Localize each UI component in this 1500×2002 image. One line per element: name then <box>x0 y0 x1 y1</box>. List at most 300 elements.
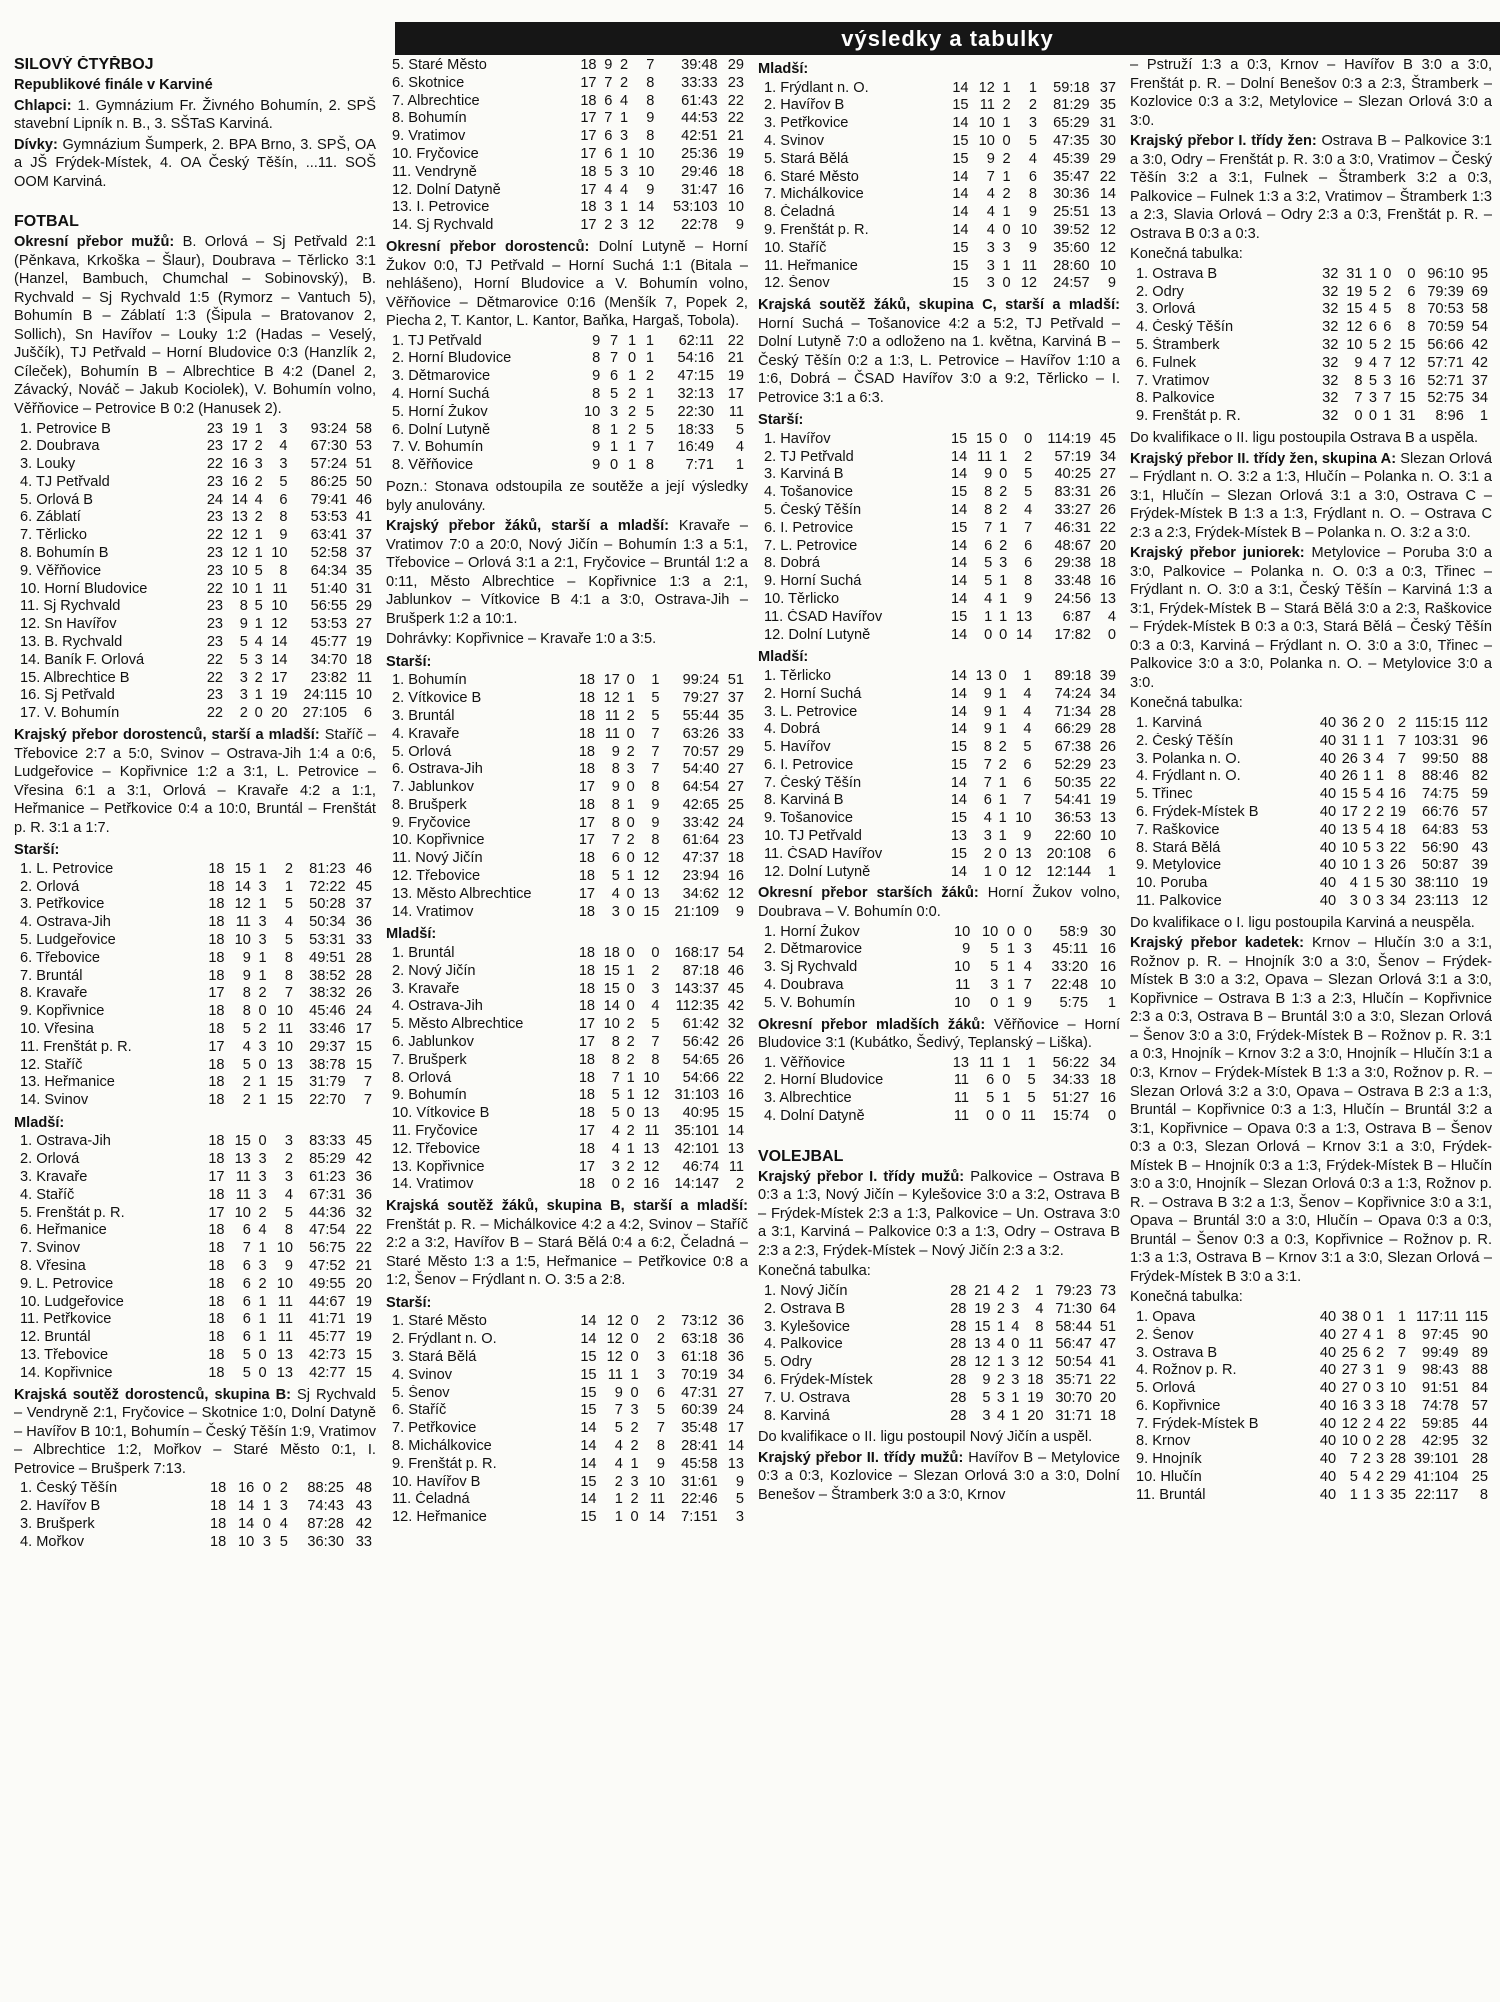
table-row <box>1130 715 1492 733</box>
stat-cell: 45 <box>1099 430 1116 447</box>
stat-cell: 17 <box>578 832 596 849</box>
stat-cell: 1 <box>254 420 263 437</box>
stat-cell: 1 <box>610 439 619 456</box>
stat-cell: 0 <box>1006 923 1016 940</box>
team-name: 2. Šenov <box>1136 1326 1194 1343</box>
stat-cell: 63:41 <box>310 527 348 544</box>
stat-cell: 2 <box>626 1016 635 1033</box>
stat-cell: 33:46 <box>309 1020 346 1037</box>
team-name: 1. Havířov <box>764 430 831 447</box>
stat-cell: 4 <box>1368 354 1377 371</box>
stat-cell: 14 <box>952 115 969 132</box>
stat-cell: 3 <box>619 217 629 234</box>
table-row <box>386 199 748 217</box>
table-row <box>386 217 748 235</box>
stat-cell: 60:39 <box>681 1402 718 1419</box>
table-row <box>14 634 376 652</box>
stat-cell: 27 <box>1341 1326 1358 1343</box>
team-name: 10. Havířov B <box>392 1473 481 1490</box>
stat-cell: 10 <box>234 1204 251 1221</box>
stat-cell: 17 <box>580 181 597 198</box>
stat-cell: 98:43 <box>1421 1362 1459 1379</box>
stat-cell: 18 <box>208 967 225 984</box>
team-name: 10. Vřesina <box>20 1020 94 1037</box>
stat-cell: 3 <box>279 420 288 437</box>
stat-cell: 18:33 <box>677 421 714 438</box>
stat-cell: 1 <box>619 110 629 127</box>
stat-cell: 9 <box>656 1455 665 1472</box>
team-name: 2. Havířov B <box>764 97 845 114</box>
team-name: 2. Doubrava <box>20 438 100 455</box>
competition-name: Krajská soutěž dorostenců, skupina B: <box>14 1386 291 1403</box>
stat-cell: 0 <box>984 626 993 643</box>
stat-cell: 58 <box>1471 301 1488 318</box>
table-row <box>386 726 748 744</box>
stat-cell: 22:46 <box>681 1491 718 1508</box>
table-row <box>386 1141 748 1159</box>
stat-cell: 63:26 <box>682 725 720 742</box>
stat-cell: 5 <box>1368 337 1377 354</box>
table-row <box>1130 751 1492 769</box>
stat-cell: 1 <box>996 1354 1005 1371</box>
stat-cell: 9 <box>986 150 995 167</box>
stat-cell: 14:147 <box>674 1176 720 1193</box>
stat-cell: 3 <box>1011 1371 1020 1388</box>
stat-cell: 4 <box>279 1515 288 1532</box>
stat-cell: 91:51 <box>1421 1380 1459 1397</box>
stat-cell: 1 <box>1028 79 1037 96</box>
stat-cell: 4 <box>735 439 744 456</box>
table-row <box>758 924 1120 942</box>
stat-cell: 7 <box>610 332 619 349</box>
stat-cell: 61:43 <box>681 92 718 109</box>
team-name: 13. Město Albrechtice <box>392 885 532 902</box>
stat-cell: 40 <box>1319 1308 1337 1325</box>
table-row <box>758 757 1120 775</box>
stat-cell: 17 <box>580 145 597 162</box>
stat-cell: 1 <box>627 457 637 474</box>
stat-cell: 15 <box>951 608 968 625</box>
stat-cell: 12 <box>1015 863 1032 880</box>
stat-cell: 0 <box>626 725 635 742</box>
stat-cell: 8 <box>983 739 992 756</box>
stat-cell: 12 <box>1346 319 1363 336</box>
stat-cell: 4 <box>619 92 629 109</box>
stat-cell: 5 <box>284 1204 293 1221</box>
team-name: 14. Kopřivnice <box>20 1364 113 1381</box>
stat-cell: 18 <box>208 1020 225 1037</box>
table-row <box>758 80 1120 98</box>
stat-cell: 26 <box>355 985 372 1002</box>
standings-table <box>14 1133 376 1382</box>
stat-cell: 8 <box>646 74 655 91</box>
stat-cell: 5 <box>651 1016 660 1033</box>
stat-cell: 23 <box>206 634 224 651</box>
stat-cell: 23 <box>1099 756 1116 773</box>
stat-cell: 74:24 <box>1054 685 1092 702</box>
team-name: 6. Heřmanice <box>20 1222 107 1239</box>
stat-cell: 86:25 <box>310 473 348 490</box>
stat-cell: 50:34 <box>309 914 346 931</box>
team-name: 6. Ostrava-Jih <box>392 761 483 778</box>
stat-cell: 2 <box>645 368 654 385</box>
stat-cell: 41 <box>1099 1354 1116 1371</box>
stat-cell: 32 <box>1322 354 1339 371</box>
paragraph-text: Sj Rychvald – Vendryně 2:1, Fryčovice – Skotnice 1:0, Dolní Datyně – Havířov B 10:1, Bohumín – Český Těšín 1:9, Vratimov – Albrechtice 1:2, Mořkov – Staré Město 0:1, I. Petrovice – Brušperk 7:13. <box>14 1386 376 1477</box>
stat-cell: 7 <box>242 1240 251 1257</box>
stat-cell: 12 <box>1099 239 1116 256</box>
stat-cell: 115:15 <box>1414 714 1459 731</box>
stat-cell: 28 <box>355 967 372 984</box>
stat-cell: 54 <box>727 945 744 961</box>
stat-cell: 43 <box>1471 839 1488 856</box>
team-name: 7. Petřkovice <box>392 1420 477 1437</box>
table-row <box>758 169 1120 187</box>
stat-cell: 30:70 <box>1055 1389 1092 1406</box>
table-row <box>14 1276 376 1294</box>
standings-table <box>386 333 748 475</box>
stat-cell: 3 <box>1383 372 1392 389</box>
stat-cell: 18 <box>208 1240 225 1257</box>
stat-cell: 9 <box>592 332 601 349</box>
stat-cell: 2 <box>254 509 263 526</box>
standings-table <box>758 668 1120 882</box>
team-name: 6. Jablunkov <box>392 1033 474 1050</box>
stat-cell: 112 <box>1464 714 1488 731</box>
stat-cell: 32 <box>1471 1433 1488 1450</box>
stat-cell: 19 <box>1099 792 1116 809</box>
table-row <box>1130 1309 1492 1327</box>
stat-cell: 17 <box>208 1038 225 1055</box>
stat-cell: 4 <box>1107 608 1116 625</box>
stat-cell: 22 <box>727 110 744 127</box>
stat-cell: 18 <box>208 949 225 966</box>
stat-cell: 7 <box>604 74 613 91</box>
table-row <box>758 941 1120 959</box>
stat-cell: 17 <box>578 1122 596 1139</box>
stat-cell: 9 <box>1023 994 1032 1011</box>
stat-cell: 8 <box>239 598 248 615</box>
stat-cell: 32 <box>727 1016 744 1033</box>
competition-name: Okresní přebor mužů: <box>14 234 175 251</box>
stat-cell: 1 <box>998 703 1007 720</box>
stat-cell: 4 <box>1011 1318 1020 1335</box>
subsection-label: Mladší: <box>14 1114 65 1131</box>
table-row <box>14 1222 376 1240</box>
stat-cell: 1 <box>258 860 267 877</box>
stat-cell: 46:31 <box>1054 519 1091 536</box>
stat-cell: 10 <box>231 562 248 579</box>
stat-cell: 2 <box>630 1420 639 1437</box>
stat-cell: 24 <box>355 1003 372 1020</box>
table-row <box>758 240 1120 258</box>
stat-cell: 0 <box>626 945 635 961</box>
table-row <box>758 959 1120 977</box>
team-name: 3. Kylešovice <box>764 1318 850 1335</box>
table-row <box>386 439 748 457</box>
stat-cell: 29:38 <box>1054 555 1091 572</box>
stat-cell: 40 <box>1319 1362 1337 1379</box>
stat-cell: 11 <box>1020 1107 1036 1124</box>
team-name: 3. Petřkovice <box>20 896 105 913</box>
paragraph-text: Do kvalifikace o II. ligu postoupil Nový Jičín a uspěl. <box>758 1429 1093 1446</box>
table-row <box>1130 1327 1492 1345</box>
stat-cell: 11 <box>953 1090 969 1107</box>
results-paragraph <box>14 1386 376 1479</box>
table-row <box>14 1534 376 1552</box>
team-name: 3. Kravaře <box>20 1169 88 1186</box>
stat-cell: 4 <box>986 221 995 238</box>
stat-cell: 17 <box>578 1033 596 1050</box>
stat-cell: 3 <box>258 878 267 895</box>
stat-cell: 83:31 <box>1054 484 1091 501</box>
stat-cell: 93:24 <box>310 420 348 437</box>
stat-cell: 28 <box>950 1371 967 1388</box>
stat-cell: 3 <box>239 687 248 704</box>
stat-cell: 18 <box>578 998 596 1015</box>
stat-cell: 31:71 <box>1055 1407 1092 1424</box>
team-name: 13. Kopřivnice <box>392 1158 485 1175</box>
paragraph-text: Konečná tabulka: <box>1130 695 1243 712</box>
team-name: 1. Bohumín <box>392 672 467 689</box>
stat-cell: 52:58 <box>310 545 348 562</box>
table-row <box>386 1105 748 1123</box>
stat-cell: 14 <box>950 685 968 702</box>
table-row <box>758 721 1120 739</box>
stat-cell: 11 <box>235 1186 251 1203</box>
team-name: 7. Frýdek-Místek B <box>1136 1415 1259 1432</box>
stat-cell: 3 <box>239 669 248 686</box>
stat-cell: 1 <box>984 608 993 625</box>
stat-cell: 0 <box>1407 265 1416 282</box>
stat-cell: 1 <box>998 721 1007 738</box>
section-heading: VOLEJBAL <box>758 1147 844 1165</box>
stat-cell: 0 <box>626 779 635 796</box>
stat-cell: 168:17 <box>674 945 720 961</box>
stat-cell: 1 <box>254 527 263 544</box>
team-name: 12. Třebovice <box>392 1140 481 1157</box>
stat-cell: 3 <box>258 931 267 948</box>
results-paragraph <box>1130 694 1492 713</box>
stat-cell: 2 <box>254 473 263 490</box>
stat-cell: 25:51 <box>1053 204 1090 221</box>
team-name: 2. Český Těšín <box>1136 732 1234 749</box>
stat-cell: 18 <box>208 1186 225 1203</box>
stat-cell: 21 <box>355 1258 372 1275</box>
stat-cell: 40 <box>1319 839 1337 856</box>
table-row <box>386 981 748 999</box>
stat-cell: 12 <box>603 690 620 707</box>
table-row <box>386 904 748 922</box>
stat-cell: 2 <box>258 1275 267 1292</box>
stat-cell: 6 <box>1023 774 1032 791</box>
stat-cell: 15 <box>952 150 969 167</box>
stat-cell: 57 <box>1471 803 1488 820</box>
stat-cell: 0 <box>1002 1107 1011 1124</box>
stat-cell: 4 <box>1023 721 1032 738</box>
stat-cell: 36 <box>355 1169 372 1186</box>
stat-cell: 1 <box>1375 768 1385 785</box>
stat-cell: 8 <box>1407 319 1416 336</box>
table-row <box>758 449 1120 467</box>
stat-cell: 14 <box>580 1313 597 1330</box>
stat-cell: 5 <box>1368 283 1377 300</box>
stat-cell: 11 <box>979 97 995 114</box>
stat-cell: 35:101 <box>674 1122 720 1139</box>
table-row <box>1130 390 1492 408</box>
stat-cell: 7 <box>645 439 654 456</box>
stat-cell: 14 <box>951 590 968 607</box>
stat-cell: 11 <box>604 707 620 724</box>
stat-cell: 0 <box>1362 1433 1372 1450</box>
stat-cell: 22 <box>1389 1415 1406 1432</box>
stat-cell: 13 <box>231 509 248 526</box>
stat-cell: 7 <box>611 832 620 849</box>
stat-cell: 23:94 <box>682 868 720 885</box>
stat-cell: 12 <box>643 1087 660 1104</box>
stat-cell: 0 <box>1024 430 1033 447</box>
stat-cell: 12 <box>643 1158 660 1175</box>
table-row <box>386 1331 748 1349</box>
stat-cell: 11 <box>235 1169 251 1186</box>
stat-cell: 6 <box>242 1275 251 1292</box>
stat-cell: 56:66 <box>1427 337 1464 354</box>
stat-cell: 9 <box>651 796 660 813</box>
table-row <box>14 950 376 968</box>
table-row <box>758 1090 1120 1108</box>
table-row <box>758 520 1120 538</box>
stat-cell: 13 <box>974 1336 991 1353</box>
stat-cell: 15 <box>580 1348 597 1365</box>
stat-cell: 17:82 <box>1054 626 1091 643</box>
stat-cell: 9 <box>592 368 601 385</box>
stat-cell: 15 <box>276 1092 293 1109</box>
table-row <box>14 563 376 581</box>
stat-cell: 1 <box>258 1329 267 1346</box>
stat-cell: 20 <box>355 1275 372 1292</box>
stat-cell: 26 <box>1099 502 1116 518</box>
stat-cell: 3 <box>999 555 1008 572</box>
stat-cell: 8 <box>1028 186 1037 203</box>
stat-cell: 1 <box>999 608 1008 625</box>
stat-cell: 1 <box>998 810 1007 827</box>
stat-cell: 3 <box>1349 892 1358 909</box>
stat-cell: 1 <box>627 439 637 456</box>
paragraph-text: Havířov B – Metylovice 0:3 a 0:3, Kozlovice – Slezan Orlová 3:0 a 3:0, Dolní Benešov – Štramberk 3:0 a 3:0, Krnov <box>758 1449 1120 1503</box>
team-name: 3. Dětmarovice <box>392 368 491 385</box>
table-row <box>14 1258 376 1276</box>
stat-cell: 14 <box>271 634 288 651</box>
stat-cell: 3 <box>258 1186 267 1203</box>
stat-cell: 22 <box>206 705 224 722</box>
stat-cell: 0 <box>258 1364 267 1381</box>
stat-cell: 10 <box>1099 828 1116 845</box>
table-row <box>1130 768 1492 786</box>
standings-table <box>758 431 1120 645</box>
stat-cell: 3 <box>1375 1486 1385 1503</box>
stat-cell: 3 <box>611 1158 620 1175</box>
stat-cell: 7 <box>1397 732 1406 749</box>
stat-cell: 2 <box>999 484 1008 501</box>
team-name: 2. Ostrava B <box>764 1300 846 1317</box>
results-paragraph <box>758 1449 1120 1505</box>
results-paragraph <box>386 1197 748 1290</box>
stat-cell: 3 <box>651 980 660 997</box>
stat-cell: 22 <box>355 1240 372 1257</box>
stat-cell: 18 <box>578 1176 596 1193</box>
stat-cell: 6 <box>363 705 372 722</box>
stat-cell: 37 <box>355 545 372 562</box>
team-name: 3. Stará Bělá <box>392 1348 477 1365</box>
stat-cell: 22 <box>355 1222 372 1239</box>
stat-cell: 73 <box>1099 1282 1116 1299</box>
stat-cell: 28 <box>1099 703 1116 720</box>
stat-cell: 1 <box>999 590 1008 607</box>
stat-cell: 15 <box>950 845 968 862</box>
stat-cell: 40 <box>1319 857 1337 874</box>
team-name: 5. Horní Žukov <box>392 403 488 420</box>
stat-cell: 13 <box>234 1151 251 1168</box>
stat-cell: 87:18 <box>682 962 720 979</box>
stat-cell: 1 <box>284 878 293 895</box>
stat-cell: 5 <box>735 1491 744 1508</box>
stat-cell: 1 <box>262 1498 272 1515</box>
table-row <box>14 1151 376 1169</box>
stat-cell: 42 <box>727 998 744 1015</box>
stat-cell: 45:77 <box>310 634 348 651</box>
stat-cell: 18 <box>208 931 225 948</box>
stat-cell: 9 <box>982 1371 991 1388</box>
stat-cell: 1 <box>1035 1282 1044 1299</box>
table-row <box>1130 822 1492 840</box>
stat-cell: 18 <box>208 1347 225 1364</box>
results-paragraph <box>386 238 748 331</box>
table-row <box>758 995 1120 1013</box>
team-name: 6. Dolní Lutyně <box>392 421 491 438</box>
team-name: 5. Frenštát p. R. <box>20 1204 125 1221</box>
stat-cell: 18 <box>580 57 597 73</box>
stat-cell: 42 <box>1471 337 1488 354</box>
table-row <box>758 538 1120 556</box>
stat-cell: 36 <box>727 1331 744 1348</box>
stat-cell: 5 <box>284 896 293 913</box>
team-name: 2. TJ Petřvald <box>764 448 854 465</box>
table-row <box>386 797 748 815</box>
stat-cell: 3 <box>1023 941 1032 958</box>
stat-cell: 5 <box>986 1090 995 1107</box>
team-name: 3. Albrechtice <box>764 1090 852 1107</box>
stat-cell: 32 <box>1322 301 1339 318</box>
stat-cell: 1 <box>1002 79 1011 96</box>
table-row <box>1130 355 1492 373</box>
stat-cell: 18 <box>578 962 596 979</box>
stat-cell: 33:48 <box>1054 573 1091 590</box>
stat-cell: 5 <box>1027 1090 1036 1107</box>
team-name: 8. Dobrá <box>764 555 820 572</box>
stat-cell: 15 <box>974 1318 991 1335</box>
table-row <box>758 573 1120 591</box>
table-row <box>758 846 1120 864</box>
stat-cell: 1 <box>1023 667 1032 684</box>
stat-cell: 18 <box>208 1364 225 1381</box>
stat-cell: 10 <box>1341 1433 1358 1450</box>
stat-cell: 1 <box>998 774 1007 791</box>
stat-cell: 16 <box>643 1176 660 1193</box>
team-name: 13. Třebovice <box>20 1347 109 1364</box>
stat-cell: 16 <box>1099 573 1116 590</box>
stat-cell: 31 <box>1099 115 1116 132</box>
team-name: 1. Horní Žukov <box>764 923 860 940</box>
